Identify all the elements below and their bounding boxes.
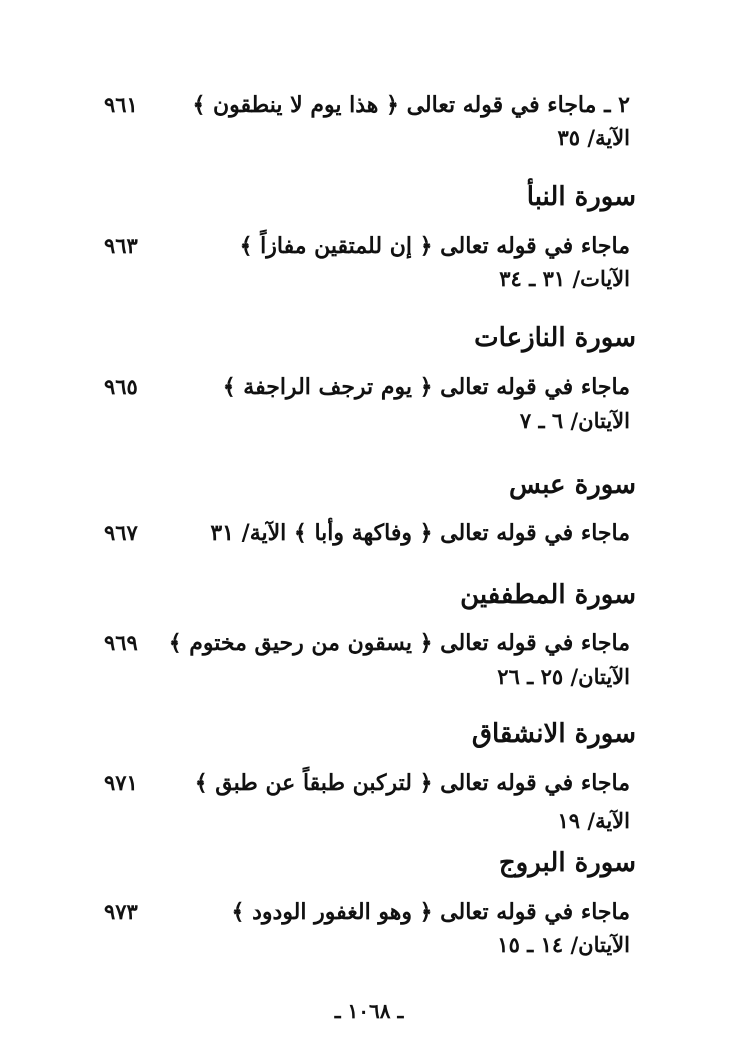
footer-page-number: ـ ١٠٦٨ ـ [334,999,404,1023]
entry-page-number: ٩٦٣ [104,233,138,258]
entry-ayah-ref: الآيتان/ ٢٥ ـ ٢٦ [497,664,630,689]
entry-page-number: ٩٦١ [104,92,138,117]
entry-page-number: ٩٦٥ [104,374,138,399]
entry-line: ماجاء في قوله تعالى ﴿ وهو الغفور الودود ﴾ [231,899,630,925]
surah-heading: سورة النبأ [526,182,636,212]
surah-heading: سورة الانشقاق [471,719,636,749]
surah-heading: سورة البروج [498,848,636,878]
entry-ayah-ref: الآيتان/ ١٤ ـ ١٥ [497,932,630,957]
entry-line: ماجاء في قوله تعالى ﴿ لتركبن طبقاً عن طبق ﴾ [194,770,630,796]
entry-ayah-ref: الآيتان/ ٦ ـ ٧ [519,408,630,433]
entry-line: ماجاء في قوله تعالى ﴿ يوم ترجف الراجفة ﴾ [222,374,630,400]
entry-page-number: ٩٦٧ [104,520,138,545]
entry-ayah-ref: الآية/ ١٩ [557,808,630,833]
entry-page-number: ٩٦٩ [104,630,138,655]
entry-page-number: ٩٧١ [104,770,138,795]
entry-ayah-ref: الآيات/ ٣١ ـ ٣٤ [499,266,630,291]
entry-line: ماجاء في قوله تعالى ﴿ وفاكهة وأبا ﴾ الآية/ ٣١ [210,520,630,546]
entry-ayah-ref: الآية/ ٣٥ [557,125,630,150]
entry-page-number: ٩٧٣ [104,899,138,924]
surah-heading: سورة النازعات [474,323,636,353]
entry-line: ماجاء في قوله تعالى ﴿ إن للمتقين مفازاً ﴾ [239,233,630,259]
entry-line: ماجاء في قوله تعالى ﴿ يسقون من رحيق مختوم ﴾ [168,630,630,656]
surah-heading: سورة عبس [509,470,636,500]
entry-line: ٢ ـ ماجاء في قوله تعالى ﴿ هذا يوم لا ينطقون ﴾ [192,92,630,118]
surah-heading: سورة المطففين [460,580,636,610]
